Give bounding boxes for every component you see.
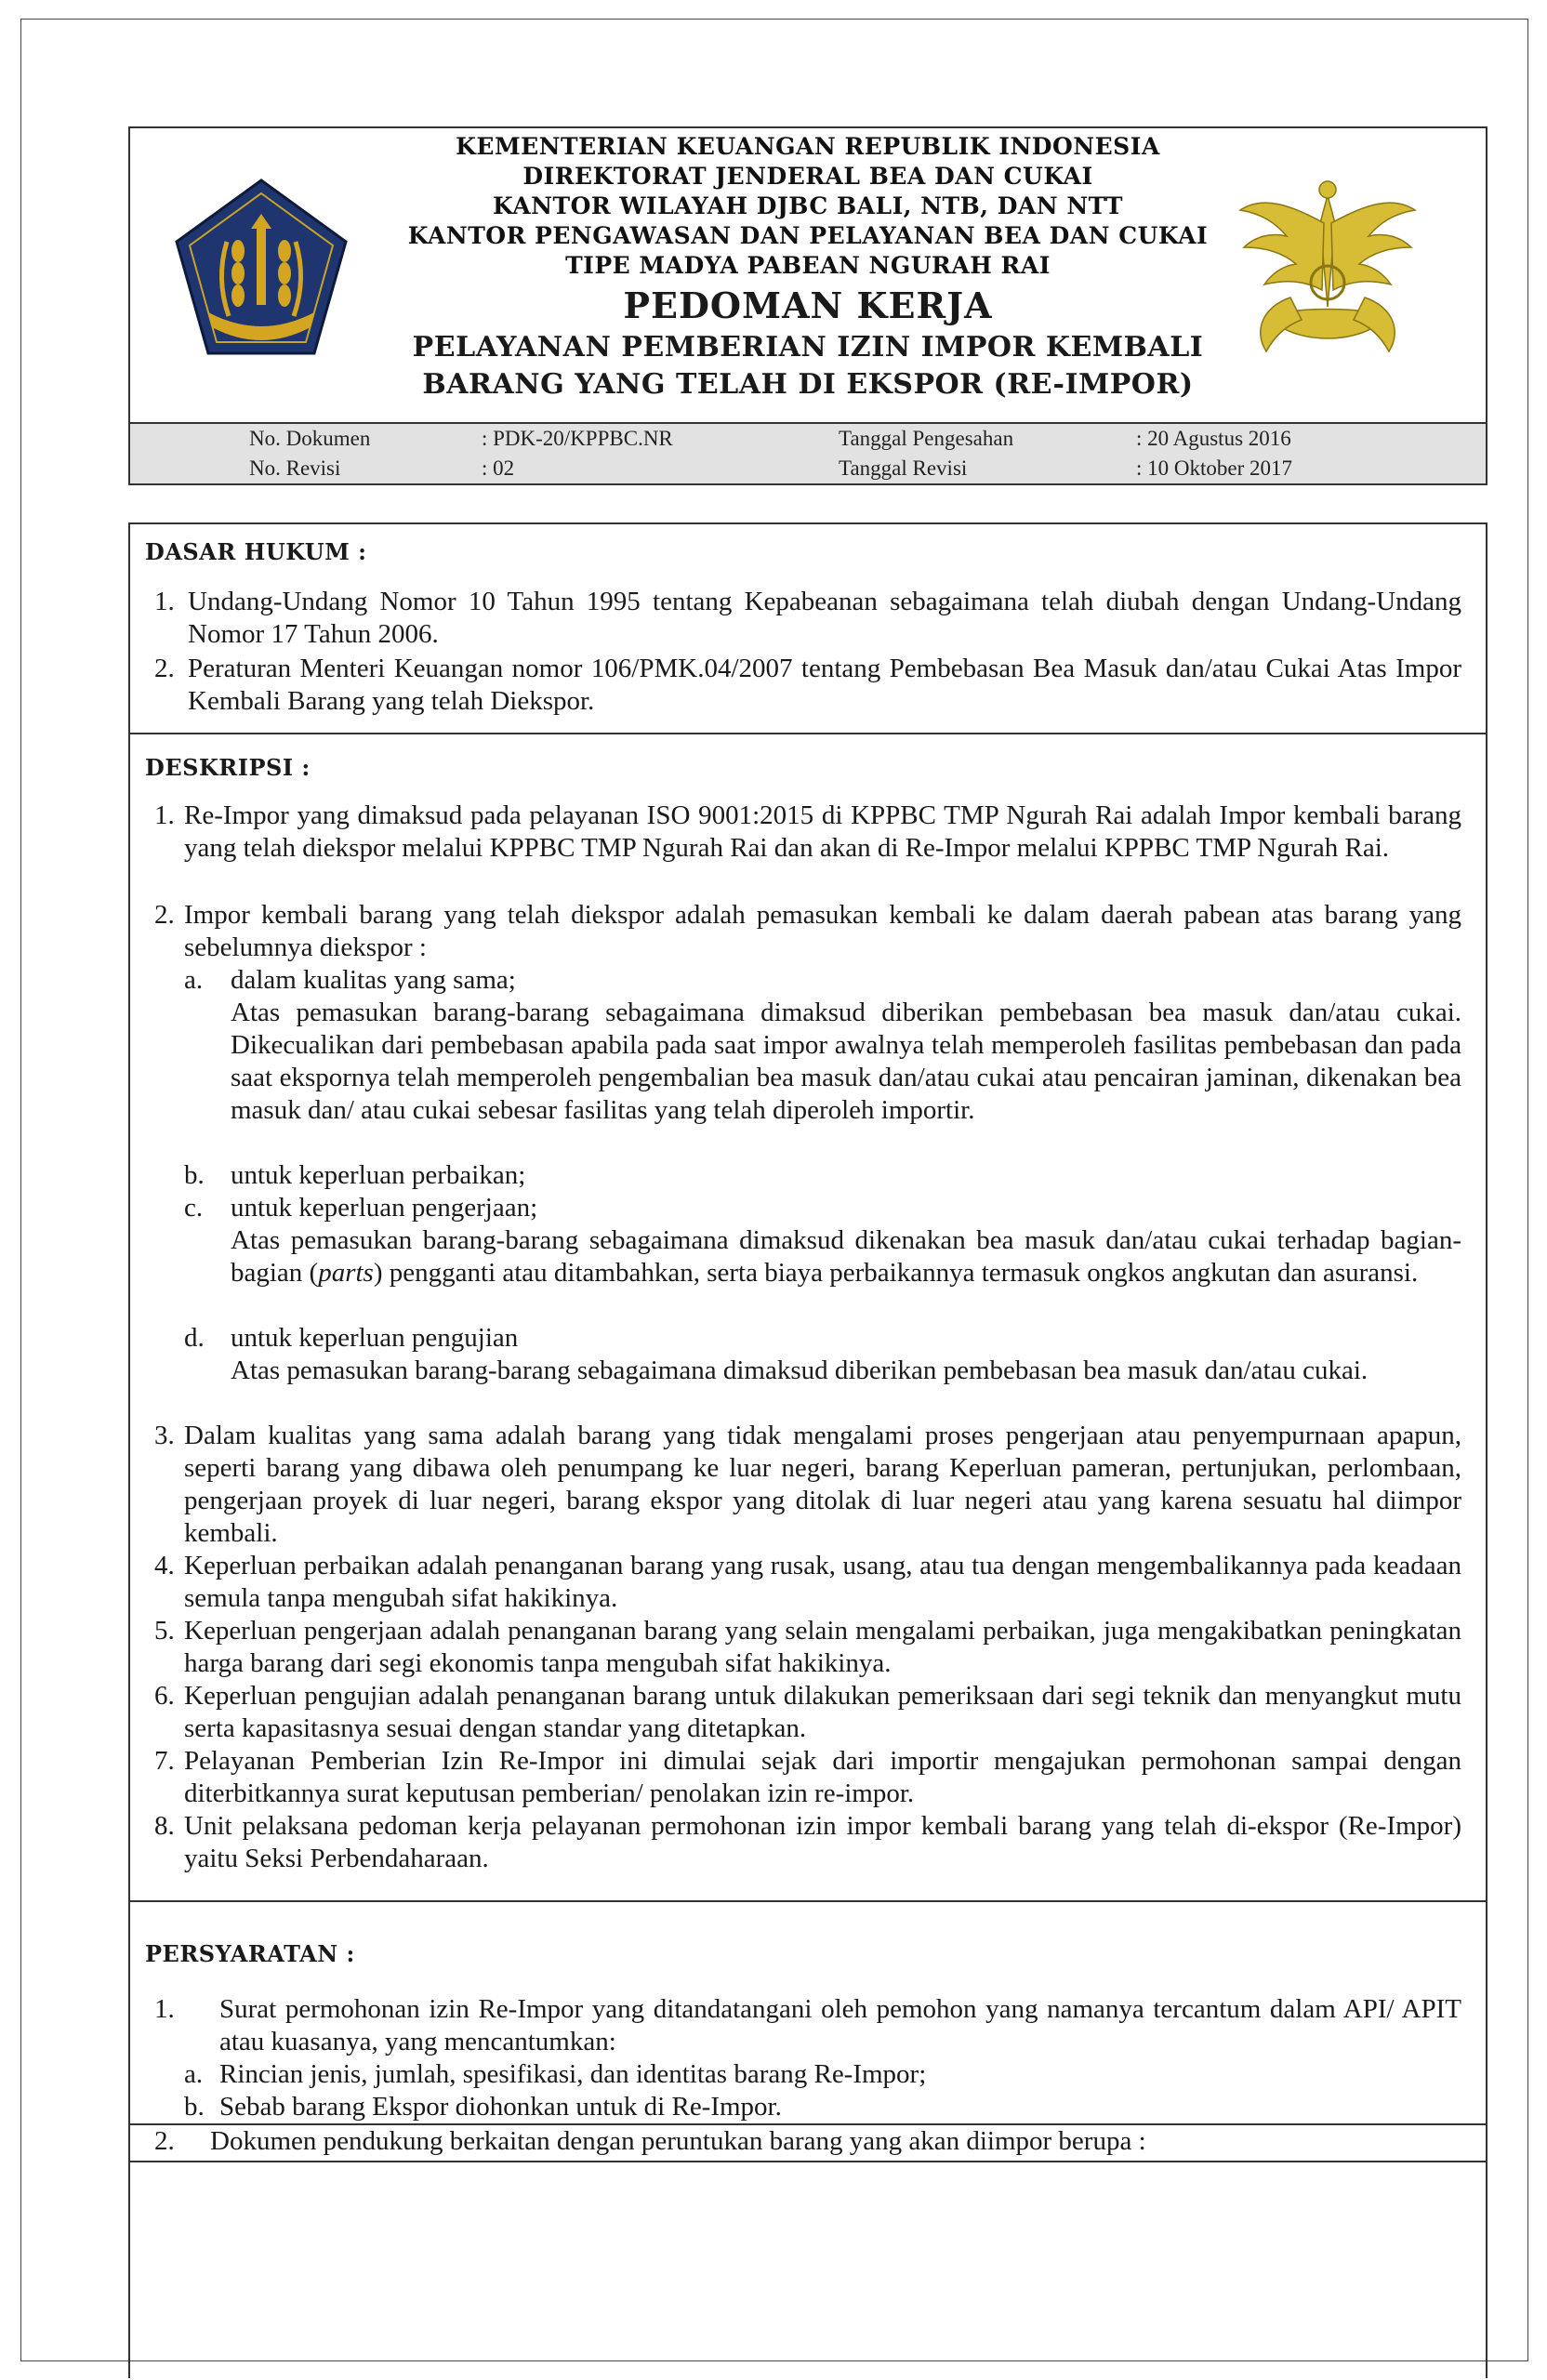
persyaratan-sub-item: Sebab barang Ekspor diohonkan untuk di Re-Impor. — [219, 2092, 782, 2122]
document-subtitle-line2: BARANG YANG TELAH DI EKSPOR (RE-IMPOR) — [422, 368, 1194, 401]
deskripsi-number: 5. — [154, 1616, 175, 1646]
document-subtitle-line1: PELAYANAN PEMBERIAN IZIN IMPOR KEMBALI — [412, 331, 1204, 364]
document-content — [128, 522, 1488, 2378]
document-title: PEDOMAN KERJA — [623, 284, 993, 326]
dasar-hukum-item: Peraturan Menteri Keuangan nomor 106/PMK.04/2007 tentang Pembebasan Bea Masuk dan/atau Cukai Atas Impor Kembali Barang yang telah Diekspor. — [188, 654, 1461, 716]
sub-item-text: Atas pemasukan barang-barang sebagaimana dimaksud diberikan pembebasan bea masuk dan/atau cukai. Dikecualikan dari pembebasan apabila pada saat impor awalnya telah memperoleh fasilitas pembebasan dan pada saat ekspornya telah memperoleh pengembalian bea masuk dan/atau cukai atau pencairan jaminan, dikenakan bea masuk dan/ atau cukai sebesar fasilitas yang telah diperoleh importir. — [231, 998, 1461, 1125]
sub-item-title: untuk keperluan pengujian — [231, 1323, 519, 1353]
dasar-hukum-number: 1. — [154, 587, 175, 616]
deskripsi-number: 1. — [154, 800, 175, 830]
persyaratan-item: Surat permohonan izin Re-Impor yang ditandatangani oleh pemohon yang namanya tercantum dalam API/ APIT atau kuasanya, yang mencantumkan: — [219, 1994, 1461, 2056]
document-header — [128, 126, 1488, 485]
tanggal-revisi-value: : 10 Oktober 2017 — [1136, 456, 1293, 480]
deskripsi-number: 2. — [154, 900, 175, 930]
sub-item-letter: d. — [184, 1323, 205, 1353]
office-name: KANTOR PENGAWASAN DAN PELAYANAN BEA DAN CUKAI — [407, 222, 1209, 249]
no-dokumen-value: : PDK-20/KPPBC.NR — [482, 427, 673, 450]
parts-term: parts — [318, 1258, 374, 1288]
deskripsi-heading: DESKRIPSI : — [145, 754, 311, 781]
deskripsi-number: 6. — [154, 1681, 175, 1711]
deskripsi-item: Keperluan pengujian adalah penanganan barang untuk dilakukan pemeriksaan dari segi teknik dan menyangkut mutu serta kapasitasnya sesuai dengan standar yang ditetapkan. — [184, 1681, 1461, 1743]
deskripsi-item: Dalam kualitas yang sama adalah barang yang tidak mengalami proses pengerjaan atau penyempurnaan apapun, seperti barang yang dibawa oleh penumpang ke luar negeri, barang Keperluan pameran, pertunjukan, perlombaan, pengerjaan proyek di luar negeri, barang ekspor yang ditolak di luar negeri atau yang karena sesuatu hal diimpor kembali. — [184, 1421, 1461, 1548]
section-divider — [130, 733, 1486, 734]
deskripsi-item: Unit pelaksana pedoman kerja pelayanan permohonan izin impor kembali barang yang telah di-ekspor (Re-Impor) yaitu Seksi Perbendaharaan. — [184, 1811, 1461, 1873]
deskripsi-item: Impor kembali barang yang telah diekspor adalah pemasukan kembali ke dalam daerah pabean atas barang yang sebelumnya diekspor : — [184, 900, 1461, 962]
deskripsi-item: Keperluan pengerjaan adalah penanganan barang yang selain mengalami perbaikan, juga mengakibatkan peningkatan harga barang dari segi ekonomis tanpa mengubah sifat hakikinya. — [184, 1616, 1461, 1678]
deskripsi-number: 3. — [154, 1421, 175, 1450]
sub-item-text: Atas pemasukan barang-barang sebagaimana dimaksud dikenakan bea masuk dan/atau cukai terhadap bagian-bagian (parts) pengganti atau ditambahkan, serta biaya perbaikannya termasuk ongkos angkutan dan asuransi. — [231, 1225, 1461, 1288]
deskripsi-number: 7. — [154, 1746, 175, 1776]
sub-item-text: Atas pemasukan barang-barang sebagaimana dimaksud diberikan pembebasan bea masuk dan/atau cukai. — [231, 1355, 1368, 1385]
persyaratan-item: Dokumen pendukung berkaitan dengan peruntukan barang yang akan diimpor berupa : — [210, 2126, 1146, 2156]
persyaratan-sub-letter: a. — [184, 2059, 204, 2089]
persyaratan-number: 2. — [154, 2126, 175, 2156]
section-divider — [130, 1900, 1486, 1902]
directorate-name: DIREKTORAT JENDERAL BEA DAN CUKAI — [522, 163, 1093, 190]
sub-item-title: untuk keperluan perbaikan; — [231, 1160, 526, 1190]
no-revisi-label: No. Revisi — [249, 456, 341, 480]
row-divider — [130, 2161, 1486, 2162]
tanggal-revisi-label: Tanggal Revisi — [839, 456, 968, 480]
sub-item-letter: b. — [184, 1160, 205, 1190]
no-revisi-value: : 02 — [482, 456, 515, 480]
dasar-hukum-item: Undang-Undang Nomor 10 Tahun 1995 tentang Kepabeanan sebagaimana telah diubah dengan Undang-Undang Nomor 17 Tahun 2006. — [188, 587, 1461, 649]
no-dokumen-label: No. Dokumen — [249, 427, 371, 450]
deskripsi-item: Re-Impor yang dimaksud pada pelayanan ISO 9001:2015 di KPPBC TMP Ngurah Rai adalah Impor kembali barang yang telah diekspor melalui KPPBC TMP Ngurah Rai dan akan di Re-Impor melalui KPPBC TMP Ngurah Rai. — [184, 800, 1461, 863]
sub-item-title: dalam kualitas yang sama; — [231, 965, 516, 995]
ministry-name: KEMENTERIAN KEUANGAN REPUBLIK INDONESIA — [456, 133, 1160, 160]
deskripsi-item: Keperluan perbaikan adalah penanganan barang yang rusak, usang, atau tua dengan mengembalikannya pada keadaan semula tanpa mengubah sifat hakikinya. — [184, 1551, 1461, 1613]
sub-item-letter: a. — [184, 965, 204, 995]
sub-item-title: untuk keperluan pengerjaan; — [231, 1193, 538, 1223]
header-text-block — [130, 128, 1486, 403]
office-type: TIPE MADYA PABEAN NGURAH RAI — [565, 252, 1051, 279]
deskripsi-number: 8. — [154, 1811, 175, 1841]
document-meta-band — [130, 422, 1486, 483]
persyaratan-sub-letter: b. — [184, 2092, 205, 2122]
deskripsi-number: 4. — [154, 1551, 175, 1580]
tanggal-pengesahan-value: : 20 Agustus 2016 — [1136, 427, 1291, 450]
tanggal-pengesahan-label: Tanggal Pengesahan — [839, 427, 1014, 450]
dasar-hukum-heading: DASAR HUKUM : — [145, 538, 367, 565]
sub-item-letter: c. — [184, 1193, 204, 1223]
persyaratan-sub-item: Rincian jenis, jumlah, spesifikasi, dan identitas barang Re-Impor; — [219, 2059, 927, 2089]
regional-office-name: KANTOR WILAYAH DJBC BALI, NTB, DAN NTT — [493, 192, 1123, 219]
persyaratan-number: 1. — [154, 1994, 175, 2024]
deskripsi-item: Pelayanan Pemberian Izin Re-Impor ini dimulai sejak dari importir mengajukan permohonan sampai dengan diterbitkannya surat keputusan pemberian/ penolakan izin re-impor. — [184, 1746, 1461, 1808]
persyaratan-heading: PERSYARATAN : — [145, 1940, 355, 1967]
dasar-hukum-number: 2. — [154, 654, 175, 683]
